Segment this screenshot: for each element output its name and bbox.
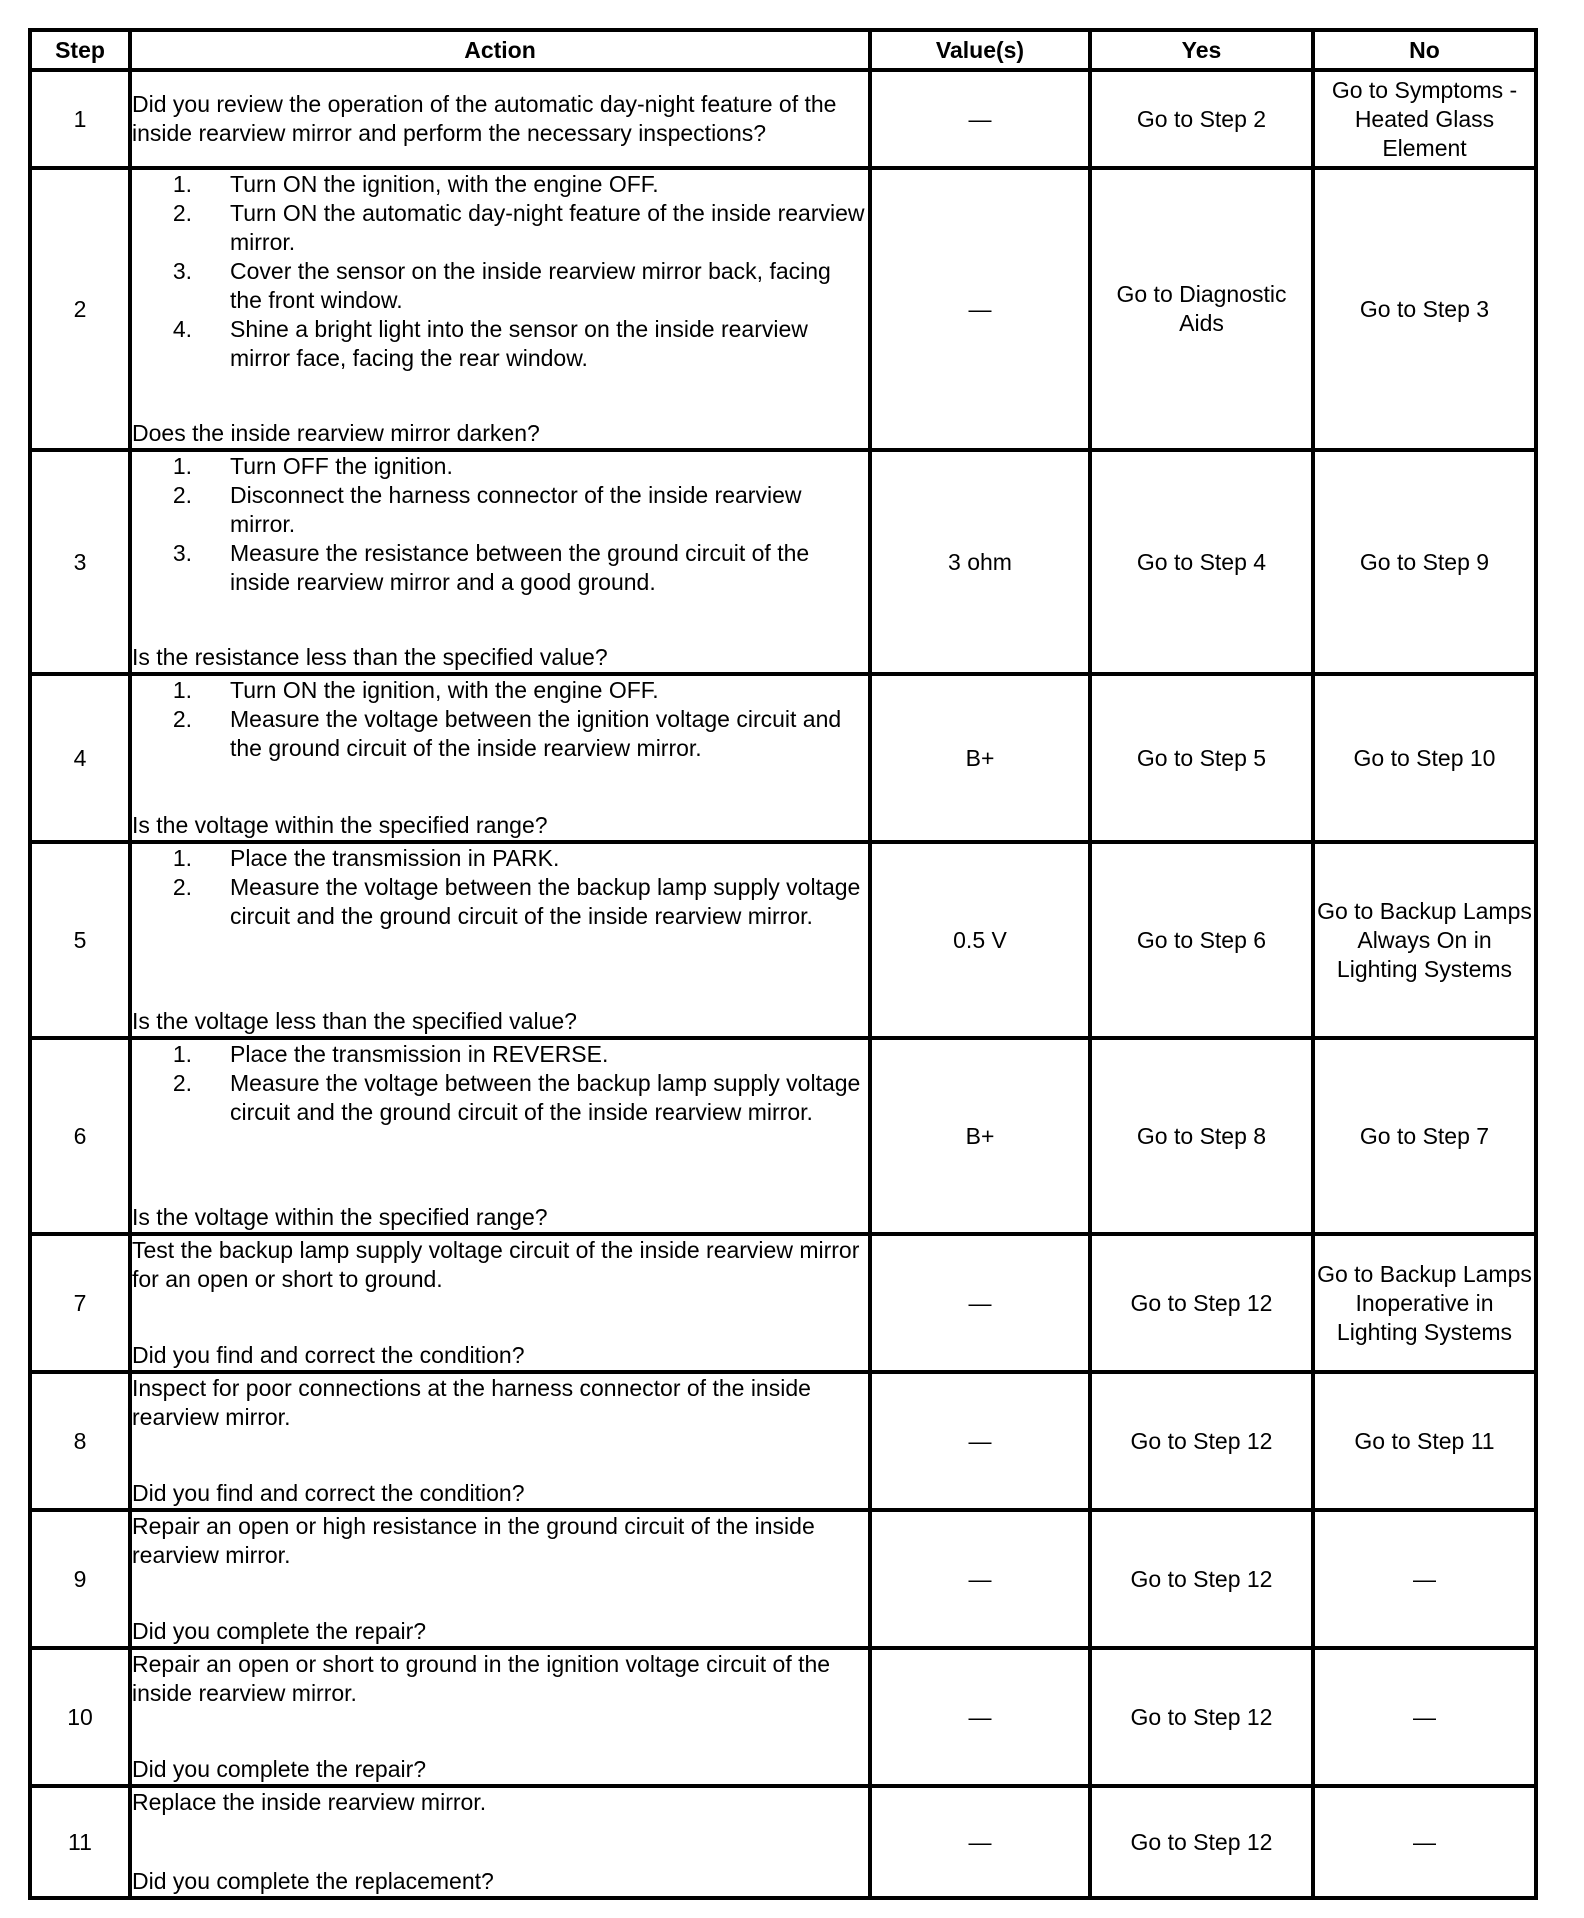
substep-list — [132, 452, 868, 597]
header-values: Value(s) — [870, 30, 1090, 70]
substep-item: 2. Measure the voltage between the backup lamp supply voltage circuit and the ground circuit of the inside rearview mirror. — [172, 874, 861, 929]
action-text: Inspect for poor connections at the harness connector of the inside rearview mirror. — [132, 1375, 811, 1430]
action-question: Does the inside rearview mirror darken? — [132, 420, 540, 446]
action-cell — [130, 1372, 870, 1510]
value-cell: 0.5 V — [870, 842, 1090, 1038]
step-number: 9 — [30, 1510, 130, 1648]
substep-item: 3. Measure the resistance between the ground circuit of the inside rearview mirror and a good ground. — [172, 540, 810, 595]
header-row — [30, 30, 1536, 70]
action-cell — [130, 1038, 870, 1234]
step-number: 4 — [30, 674, 130, 842]
no-cell: Go to Step 9 — [1313, 450, 1536, 674]
substep-list — [132, 170, 868, 373]
header-no: No — [1313, 30, 1536, 70]
step-number: 6 — [30, 1038, 130, 1234]
table-row — [30, 450, 1536, 674]
action-text: Repair an open or high resistance in the ground circuit of the inside rearview mirror. — [132, 1513, 815, 1568]
substep-list — [132, 676, 868, 763]
step-number: 8 — [30, 1372, 130, 1510]
yes-cell: Go to Step 12 — [1090, 1786, 1313, 1898]
substep-item: 1. Turn OFF the ignition. — [172, 453, 453, 479]
action-cell — [130, 842, 870, 1038]
header-action: Action — [130, 30, 870, 70]
action-cell — [130, 168, 870, 450]
substep-list — [132, 844, 868, 931]
table-row — [30, 1234, 1536, 1372]
yes-cell: Go to Step 5 — [1090, 674, 1313, 842]
action-question: Is the resistance less than the specified value? — [132, 644, 608, 670]
table-row — [30, 1648, 1536, 1786]
value-cell: B+ — [870, 1038, 1090, 1234]
substep-list — [132, 1040, 868, 1127]
substep-item: 2. Turn ON the automatic day-night feature of the inside rearview mirror. — [172, 200, 865, 255]
action-text: Test the backup lamp supply voltage circuit of the inside rearview mirror for an open or short to ground. — [132, 1237, 860, 1292]
action-cell — [130, 70, 870, 168]
value-cell: — — [870, 168, 1090, 450]
step-number: 11 — [30, 1786, 130, 1898]
action-question: Is the voltage less than the specified value? — [132, 1008, 577, 1034]
table-row — [30, 1786, 1536, 1898]
substep-item: 1. Place the transmission in PARK. — [172, 845, 560, 871]
yes-cell: Go to Diagnostic Aids — [1090, 168, 1313, 450]
value-cell: B+ — [870, 674, 1090, 842]
substep-item: 3. Cover the sensor on the inside rearview mirror back, facing the front window. — [172, 258, 831, 313]
no-cell: Go to Step 3 — [1313, 168, 1536, 450]
value-cell: — — [870, 1372, 1090, 1510]
action-cell — [130, 1786, 870, 1898]
action-cell — [130, 1510, 870, 1648]
substep-item: 4. Shine a bright light into the sensor on the inside rearview mirror face, facing the rear window. — [172, 316, 808, 371]
yes-cell: Go to Step 2 — [1090, 70, 1313, 168]
no-cell: — — [1313, 1648, 1536, 1786]
yes-cell: Go to Step 12 — [1090, 1510, 1313, 1648]
header-yes: Yes — [1090, 30, 1313, 70]
value-cell: — — [870, 1510, 1090, 1648]
no-cell: — — [1313, 1786, 1536, 1898]
yes-cell: Go to Step 12 — [1090, 1372, 1313, 1510]
table-row — [30, 674, 1536, 842]
yes-cell: Go to Step 12 — [1090, 1234, 1313, 1372]
action-cell — [130, 450, 870, 674]
substep-item: 2. Disconnect the harness connector of the inside rearview mirror. — [172, 482, 802, 537]
value-cell: 3 ohm — [870, 450, 1090, 674]
action-text: Did you review the operation of the automatic day-night feature of the inside rearview mirror and perform the necessary inspections? — [132, 91, 837, 146]
no-cell: Go to Backup Lamps Inoperative in Lighting Systems — [1313, 1234, 1536, 1372]
table-row — [30, 1372, 1536, 1510]
step-number: 1 — [30, 70, 130, 168]
action-text: Repair an open or short to ground in the ignition voltage circuit of the inside rearview mirror. — [132, 1651, 831, 1706]
action-text: Replace the inside rearview mirror. — [132, 1789, 487, 1815]
yes-cell: Go to Step 6 — [1090, 842, 1313, 1038]
diagnostic-table — [28, 28, 1538, 1900]
substep-item: 2. Measure the voltage between the ignition voltage circuit and the ground circuit of the inside rearview mirror. — [172, 706, 842, 761]
yes-cell: Go to Step 12 — [1090, 1648, 1313, 1786]
table-row — [30, 70, 1536, 168]
value-cell: — — [870, 1234, 1090, 1372]
no-cell: Go to Step 11 — [1313, 1372, 1536, 1510]
action-question: Did you find and correct the condition? — [132, 1342, 525, 1368]
table-row — [30, 842, 1536, 1038]
step-number: 3 — [30, 450, 130, 674]
value-cell: — — [870, 1786, 1090, 1898]
no-cell: Go to Symptoms - Heated Glass Element — [1313, 70, 1536, 168]
substep-item: 1. Turn ON the ignition, with the engine OFF. — [172, 677, 659, 703]
value-cell: — — [870, 1648, 1090, 1786]
table-row — [30, 168, 1536, 450]
step-number: 10 — [30, 1648, 130, 1786]
no-cell: Go to Step 7 — [1313, 1038, 1536, 1234]
yes-cell: Go to Step 4 — [1090, 450, 1313, 674]
action-question: Did you find and correct the condition? — [132, 1480, 525, 1506]
yes-cell: Go to Step 8 — [1090, 1038, 1313, 1234]
action-cell — [130, 1648, 870, 1786]
action-question: Did you complete the repair? — [132, 1618, 427, 1644]
action-question: Is the voltage within the specified range? — [132, 812, 548, 838]
action-question: Did you complete the repair? — [132, 1756, 427, 1782]
substep-item: 1. Place the transmission in REVERSE. — [172, 1041, 609, 1067]
no-cell: Go to Backup Lamps Always On in Lighting Systems — [1313, 842, 1536, 1038]
no-cell: Go to Step 10 — [1313, 674, 1536, 842]
step-number: 2 — [30, 168, 130, 450]
substep-item: 1. Turn ON the ignition, with the engine OFF. — [172, 171, 659, 197]
action-question: Is the voltage within the specified range? — [132, 1204, 548, 1230]
step-number: 5 — [30, 842, 130, 1038]
table-row — [30, 1038, 1536, 1234]
header-step: Step — [30, 30, 130, 70]
action-cell — [130, 674, 870, 842]
action-question: Did you complete the replacement? — [132, 1868, 494, 1894]
step-number: 7 — [30, 1234, 130, 1372]
substep-item: 2. Measure the voltage between the backup lamp supply voltage circuit and the ground circuit of the inside rearview mirror. — [172, 1070, 861, 1125]
action-cell — [130, 1234, 870, 1372]
no-cell: — — [1313, 1510, 1536, 1648]
value-cell: — — [870, 70, 1090, 168]
table-row — [30, 1510, 1536, 1648]
